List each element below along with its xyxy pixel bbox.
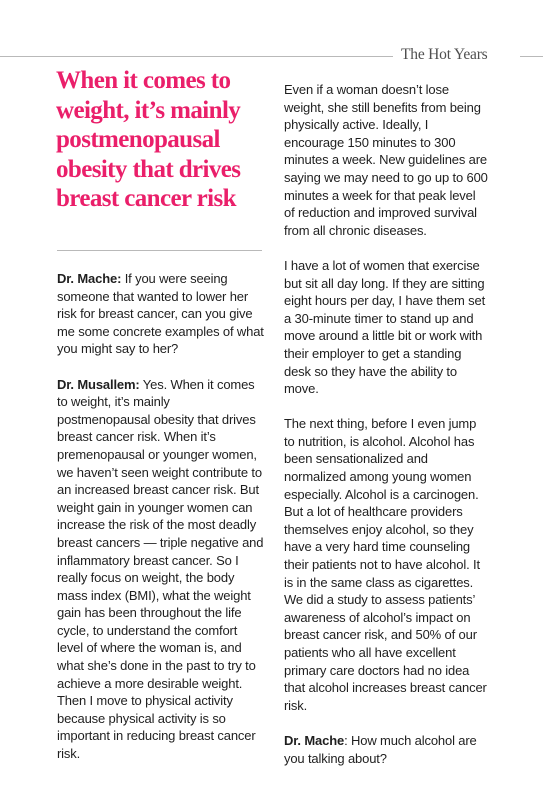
paragraph [284, 257, 488, 398]
speaker-name: Dr. Musallem: [57, 376, 140, 392]
paragraph-text: The next thing, before I even jump to nutrition, is alcohol. Alcohol has been sensationalized and normalized among young women especially. Alcohol is a carcinogen. But a lot of healthcare providers themselves enjoy alcohol, so they have a very hard time counseling their patients not to have alcohol. It is in the same class as cigarettes. We did a study to assess patients’ awareness of alcohol’s impact on breast cancer risk, and 50% of our patients who all have excellent primary care doctors had no idea that alcohol increases breast cancer risk. [284, 416, 487, 713]
speaker-name: Dr. Mache [284, 732, 345, 748]
running-title: The Hot Years [401, 46, 488, 63]
paragraph [57, 270, 266, 358]
left-column [57, 270, 266, 780]
paragraph [284, 415, 488, 714]
paragraph-text: Yes. When it comes to weight, it’s mainly postmenopausal obesity that drives breast cancer risk. When it’s premenopausal or younger women, we haven’t seen weight contribute to an increased breast cancer risk. But weight gain in younger women can increase the risk of the most deadly breast cancers — triple negative and inflammatory breast cancer. So I really focus on weight, the body mass index (BMI), what the weight gain has been throughout the life cycle, to understand the comfort level of where the woman is, and what she’s done in the past to try to achieve a more desirable weight. Then I move to physical activity because physical activity is so important in reducing breast cancer risk. [57, 376, 264, 762]
paragraph-text: : How much alcohol are you talking about? [284, 732, 477, 766]
paragraph [284, 81, 488, 239]
paragraph-text: If you were seeing someone that wanted to lower her risk for breast cancer, can you give me some concrete examples of what you might say to her? [57, 271, 264, 357]
paragraph-text: Even if a woman doesn’t lose weight, she still benefits from being physically active. Ideally, I encourage 150 minutes to 300 minutes a week. New guidelines are saying we may need to go up to 600 minutes a week for that peak level of reduction and improved survival from all chronic diseases. [284, 82, 488, 238]
paragraph-text: I have a lot of women that exercise but sit all day long. If they are sitting eight hours per day, I have them set a 30-minute timer to stand up and move around a little bit or work with their employer to get a standing desk so they have the ability to move. [284, 257, 486, 397]
pull-quote-divider [57, 250, 262, 251]
speaker-name: Dr. Mache: [57, 271, 122, 286]
running-header [0, 44, 543, 64]
paragraph [284, 732, 488, 767]
paragraph [57, 376, 266, 763]
header-rule-right [520, 56, 543, 57]
pull-quote: When it comes to weight, it’s mainly postmenopausal obesity that drives breast cancer risk [56, 67, 241, 212]
right-column [284, 81, 488, 785]
header-rule-left [0, 56, 393, 57]
